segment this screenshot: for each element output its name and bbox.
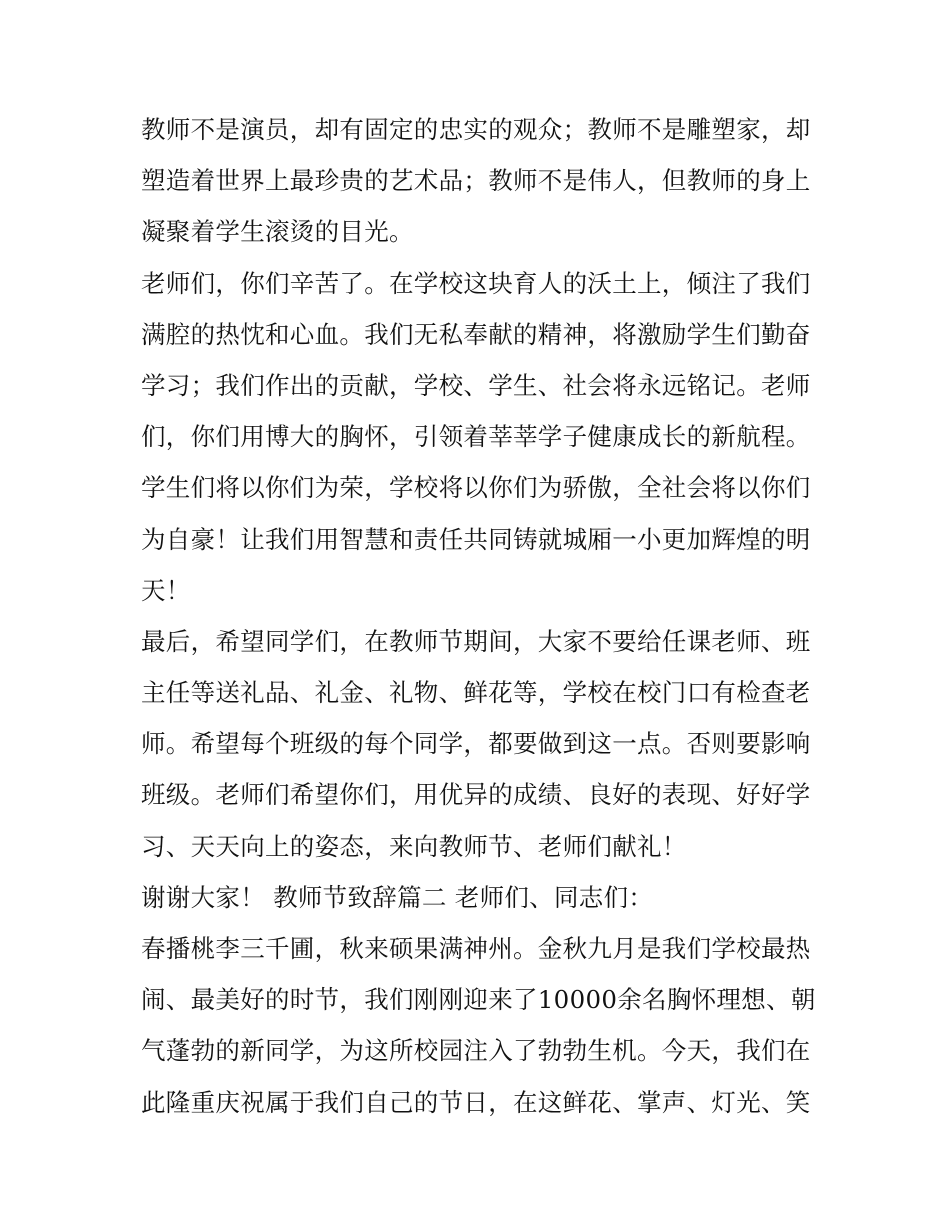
text-line: 谢谢大家！ 教师节致辞篇二 老师们、同志们： xyxy=(141,882,654,912)
text-line: 学生们将以你们为荣，学校将以你们为骄傲，全社会将以你们 xyxy=(141,473,811,503)
text-line: 班级。老师们希望你们，用优异的成绩、良好的表现、好好学 xyxy=(141,780,811,810)
text-line: 气蓬勃的新同学，为这所校园注入了勃勃生机。今天，我们在 xyxy=(141,1036,811,1066)
text-line: 老师们，你们辛苦了。在学校这块育人的沃土上，倾注了我们 xyxy=(141,268,811,298)
text-line: 最后，希望同学们，在教师节期间，大家不要给任课老师、班 xyxy=(141,626,811,656)
text-line: 师。希望每个班级的每个同学，都要做到这一点。否则要影响 xyxy=(141,729,811,759)
text-line: 凝聚着学生滚烫的目光。 xyxy=(141,217,414,247)
text-line: 此隆重庆祝属于我们自己的节日，在这鲜花、掌声、灯光、笑 xyxy=(141,1087,811,1117)
text-line: 塑造着世界上最珍贵的艺术品；教师不是伟人，但教师的身上 xyxy=(141,166,811,196)
text-line: 天！ xyxy=(141,575,191,605)
text-line: 学习；我们作出的贡献，学校、学生、社会将永远铭记。老师 xyxy=(141,370,811,400)
document-body xyxy=(141,104,816,1128)
text-line: 主任等送礼品、礼金、礼物、鲜花等，学校在校门口有检查老 xyxy=(141,678,811,708)
text-line: 满腔的热忱和心血。我们无私奉献的精神，将激励学生们勤奋 xyxy=(141,319,811,349)
text-line: 闹、最美好的时节，我们刚刚迎来了10000余名胸怀理想、朝 xyxy=(141,985,816,1015)
text-line: 为自豪！让我们用智慧和责任共同铸就城厢一小更加辉煌的明 xyxy=(141,524,811,554)
text-line: 们，你们用博大的胸怀，引领着莘莘学子健康成长的新航程。 xyxy=(141,422,811,452)
text-line: 习、天天向上的姿态，来向教师节、老师们献礼！ xyxy=(141,831,687,861)
text-line: 教师不是演员，却有固定的忠实的观众；教师不是雕塑家，却 xyxy=(141,115,811,144)
text-line: 春播桃李三千圃，秋来硕果满神州。金秋九月是我们学校最热 xyxy=(141,934,811,963)
